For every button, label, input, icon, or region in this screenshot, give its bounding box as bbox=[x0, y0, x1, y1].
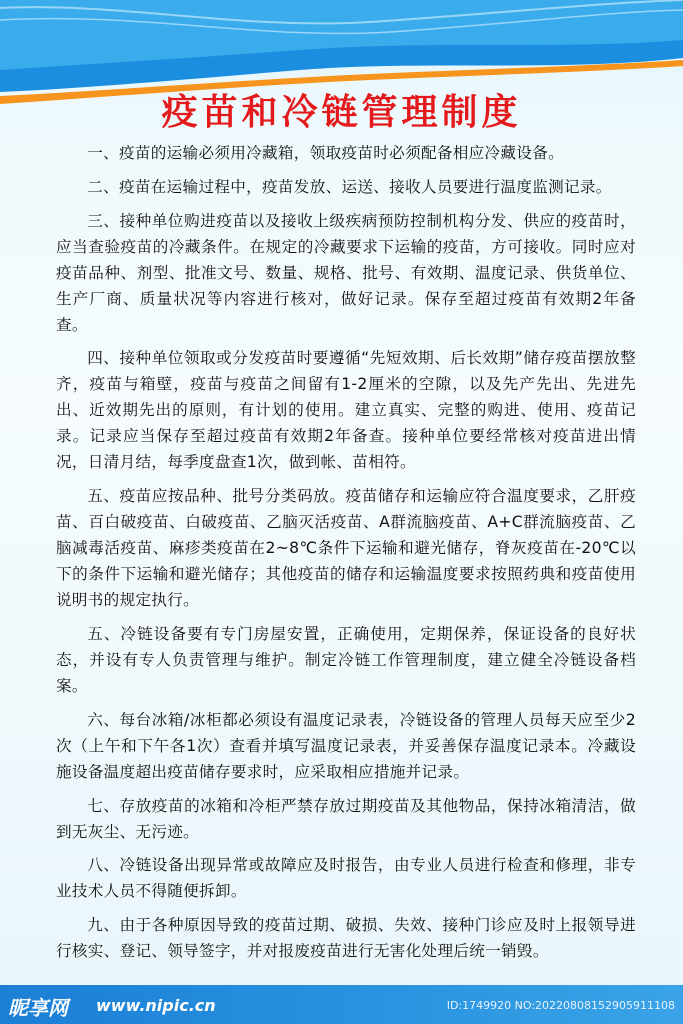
regulation-body bbox=[56, 140, 636, 972]
watermark-site: www.nipic.cn bbox=[96, 996, 216, 1015]
paragraph: 七、存放疫苗的冰箱和冷柜严禁存放过期疫苗及其他物品，保持冰箱清洁，做到无灰尘、无污迹。 bbox=[56, 796, 636, 841]
paragraph: 五、疫苗应按品种、批号分类码放。疫苗储存和运输应符合温度要求，乙肝疫苗、百白破疫苗、白破疫苗、乙脑灭活疫苗、A群流脑疫苗、A+C群流脑疫苗、乙脑减毒活疫苗、麻疹类疫苗在2~8℃条件下运输和避光储存，脊灰疫苗在-20℃以下的条件下运输和避光储存；其他疫苗的储存和运输温度要求按照药典和疫苗使用说明书的规定执行。 bbox=[56, 487, 636, 610]
paragraph: 一、疫苗的运输必须用冷藏箱，领取疫苗时必须配备相应冷藏设备。 bbox=[87, 144, 565, 162]
watermark-id: ID:1749920 NO:20220808152905911108 bbox=[446, 999, 675, 1012]
paragraph: 三、接种单位购进疫苗以及接收上级疾病预防控制机构分发、供应的疫苗时，应当查验疫苗的冷藏条件。在规定的冷藏要求下运输的疫苗，方可接收。同时应对疫苗品种、剂型、批准文号、数量、规格、批号、有效期、温度记录、供货单位、生产厂商、质量状况等内容进行核对，做好记录。保存至超过疫苗有效期2年备查。 bbox=[56, 211, 636, 334]
paragraph: 四、接种单位领取或分发疫苗时要遵循“先短效期、后长效期”储存疫苗摆放整齐，疫苗与箱壁，疫苗与疫苗之间留有1-2厘米的空隙，以及先产先出、先进先出、近效期先出的原则，有计划的使用。建立真实、完整的购进、使用、疫苗记录。记录应当保存至超过疫苗有效期2年备查。接种单位要经常核对疫苗进出情况，日清月结，每季度盘查1次，做到帐、苗相符。 bbox=[56, 349, 636, 472]
paragraph: 九、由于各种原因导致的疫苗过期、破损、失效、接种门诊应及时上报领导进行核实、登记、领导签字，并对报废疫苗进行无害化处理后统一销毁。 bbox=[56, 916, 636, 961]
watermark-logo: 昵享网 bbox=[8, 996, 68, 1020]
paragraph: 六、每台冰箱/冰柜都必须设有温度记录表，冷链设备的管理人员每天应至少2次（上午和下午各1次）查看并填写温度记录表，并妥善保存温度记录本。冷藏设施设备温度超出疫苗储存要求时，应采取相应措施并记录。 bbox=[56, 710, 636, 781]
paragraph: 五、冷链设备要有专门房屋安置，正确使用，定期保养，保证设备的良好状态，并设有专人负责管理与维护。制定冷链工作管理制度，建立健全冷链设备档案。 bbox=[56, 624, 636, 695]
paragraph: 二、疫苗在运输过程中，疫苗发放、运送、接收人员要进行温度监测记录。 bbox=[87, 177, 612, 196]
page-title: 疫苗和冷链管理制度 bbox=[161, 92, 522, 133]
paragraph: 八、冷链设备出现异常或故障应及时报告，由专业人员进行检查和修理，非专业技术人员不得随便拆卸。 bbox=[56, 856, 636, 901]
